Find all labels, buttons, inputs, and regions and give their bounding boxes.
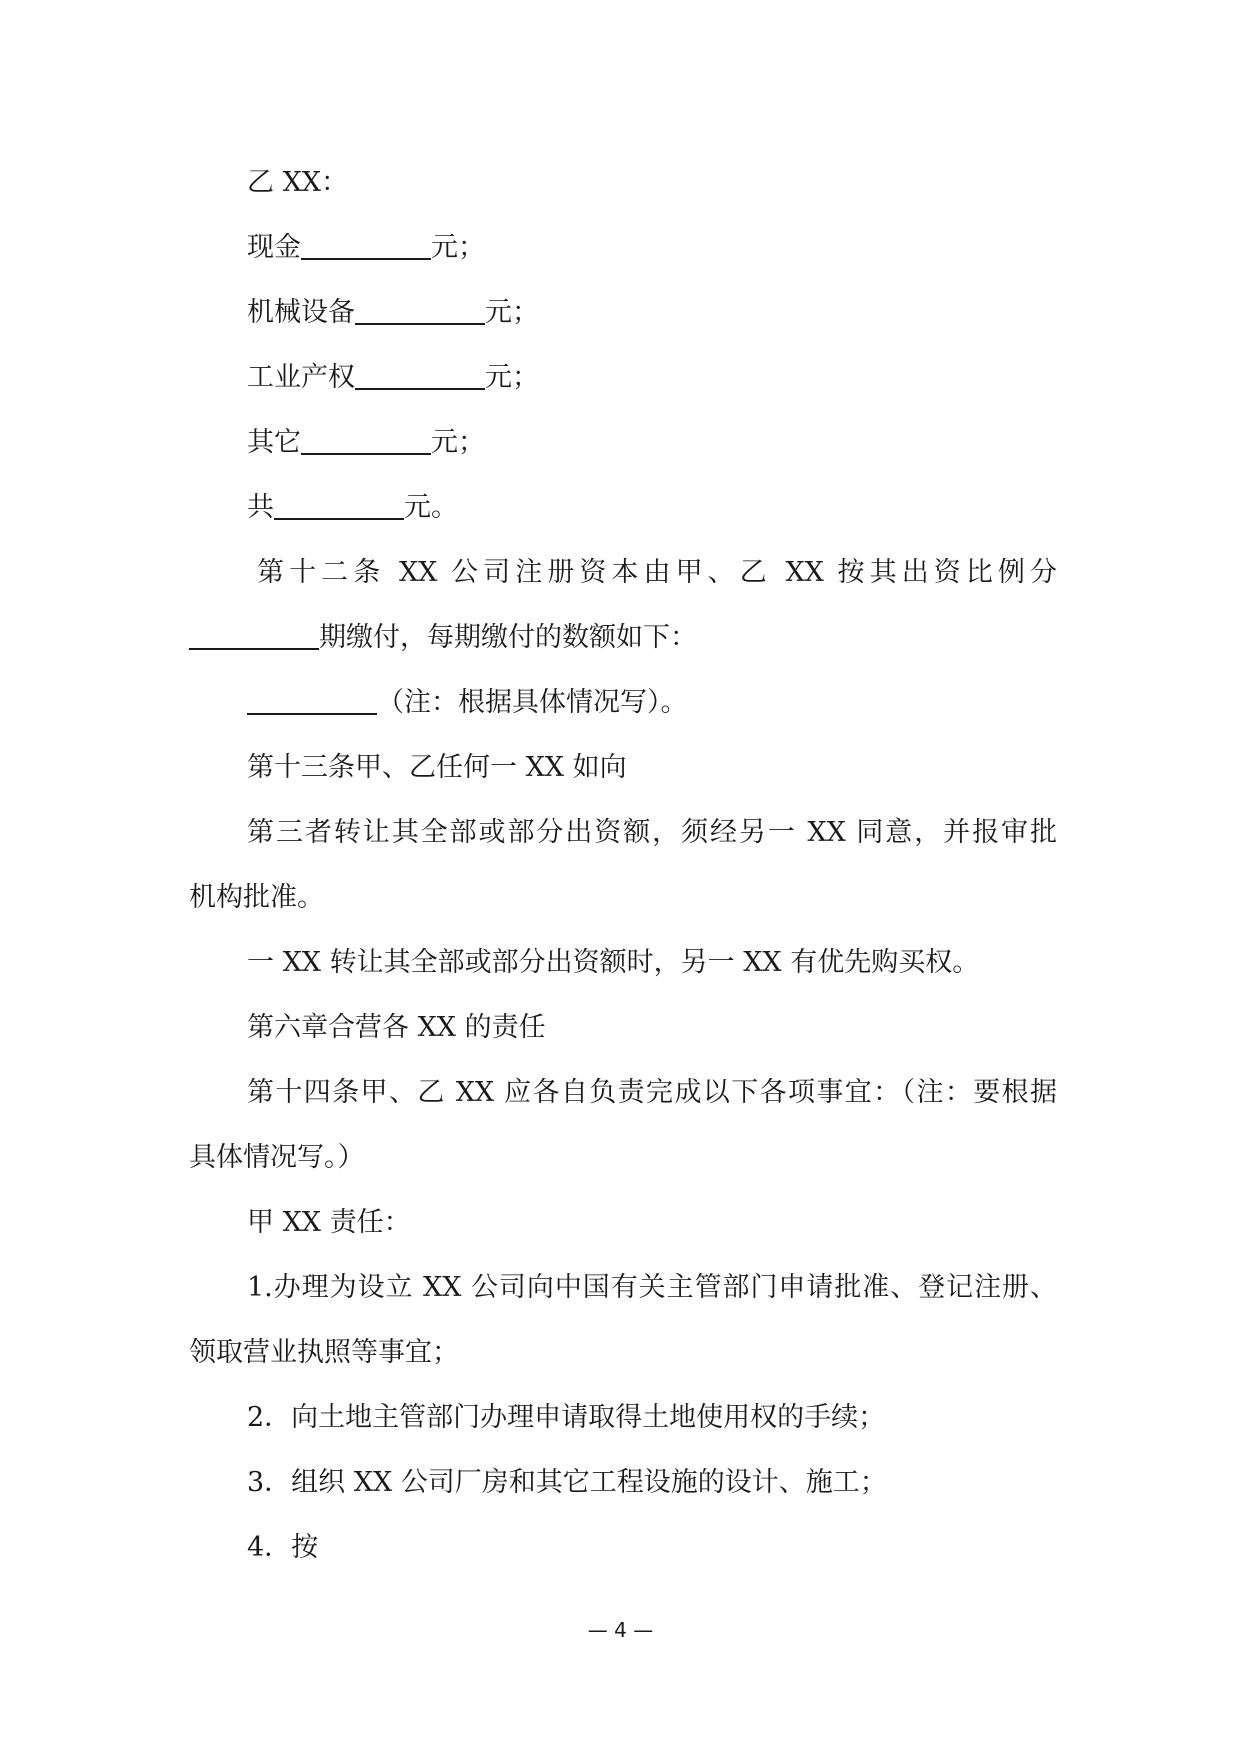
fill-in-blank <box>301 232 431 260</box>
paragraph-continuation <box>189 873 1057 938</box>
chapter-heading <box>189 1003 1057 1068</box>
paragraph-text: 4．按 <box>247 1532 319 1563</box>
paragraph-text: 领取营业执照等事宜； <box>189 1337 459 1368</box>
paragraph-text: 元； <box>431 427 485 458</box>
paragraph <box>189 353 1057 418</box>
paragraph-continuation <box>189 1328 1057 1393</box>
paragraph-text: 具体情况写。） <box>189 1142 365 1173</box>
paragraph-text: 第十二条 XX 公司注册资本由甲、乙 XX 按其出资比例分 <box>257 557 1057 588</box>
fill-in-blank <box>355 297 485 325</box>
paragraph-text: 元； <box>485 297 539 328</box>
paragraph <box>189 418 1057 483</box>
paragraph-text: 元； <box>431 232 485 263</box>
paragraph-text: 2．向土地主管部门办理申请取得土地使用权的手续； <box>247 1402 886 1433</box>
paragraph-text: （注：根据具体情况写）。 <box>377 687 688 718</box>
paragraph-text: 第十四条甲、乙 XX 应各自负责完成以下各项事宜：（注：要根据 <box>247 1077 1057 1108</box>
paragraph-text: 1.办理为设立 XX 公司向中国有关主管部门申请批准、登记注册、 <box>247 1272 1057 1303</box>
paragraph <box>189 1068 1057 1133</box>
paragraph-text: 第六章合营各 XX 的责任 <box>247 1012 546 1043</box>
paragraph-text: 元； <box>485 362 539 393</box>
document-body <box>189 158 1057 1588</box>
paragraph-text: 第三者转让其全部或部分出资额，须经另一 XX 同意，并报审批 <box>247 817 1057 848</box>
fill-in-blank <box>189 622 319 650</box>
paragraph-text: 机构批准。 <box>189 882 324 913</box>
page-number: — 4 — <box>587 1618 654 1642</box>
paragraph <box>189 743 1057 808</box>
paragraph-text: 第十三条甲、乙任何一 XX 如向 <box>247 752 627 783</box>
paragraph <box>189 548 1057 613</box>
paragraph <box>189 678 1057 743</box>
paragraph <box>189 938 1057 1003</box>
paragraph-text: 期缴付，每期缴付的数额如下： <box>319 622 697 653</box>
paragraph-text: 现金 <box>247 232 301 263</box>
fill-in-blank <box>247 687 377 715</box>
paragraph-text: 机械设备 <box>247 297 355 328</box>
paragraph-text: 其它 <box>247 427 301 458</box>
paragraph <box>189 483 1057 548</box>
paragraph <box>189 1198 1057 1263</box>
paragraph-text: 元。 <box>404 492 458 523</box>
list-item <box>189 1523 1057 1588</box>
paragraph-continuation <box>189 613 1057 678</box>
list-item <box>189 1263 1057 1328</box>
list-item <box>189 1458 1057 1523</box>
paragraph-text: 一 XX 转让其全部或部分出资额时，另一 XX 有优先购买权。 <box>247 947 980 978</box>
list-item <box>189 1393 1057 1458</box>
fill-in-blank <box>274 492 404 520</box>
paragraph-continuation <box>189 1133 1057 1198</box>
paragraph <box>189 158 1057 223</box>
fill-in-blank <box>355 362 485 390</box>
paragraph-text: 共 <box>247 492 274 523</box>
fill-in-blank <box>301 427 431 455</box>
paragraph <box>189 808 1057 873</box>
paragraph <box>189 288 1057 353</box>
paragraph <box>189 223 1057 288</box>
paragraph-text: 工业产权 <box>247 362 355 393</box>
paragraph-text: 乙 XX： <box>247 167 349 198</box>
paragraph-text: 3．组织 XX 公司厂房和其它工程设施的设计、施工； <box>247 1467 887 1498</box>
paragraph-text: 甲 XX 责任： <box>247 1207 411 1238</box>
